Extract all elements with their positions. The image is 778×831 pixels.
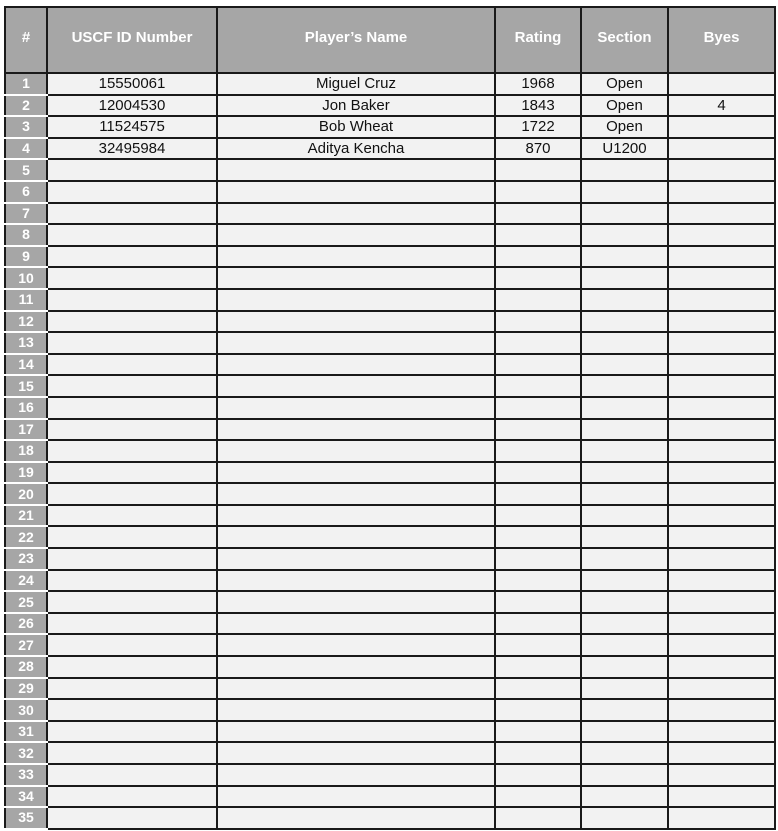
row-number-cell: 28	[5, 656, 47, 678]
byes-cell	[668, 807, 775, 829]
uscf-id-cell	[47, 742, 217, 764]
table-row	[5, 613, 775, 635]
section-cell	[581, 678, 668, 700]
uscf-id-cell	[47, 764, 217, 786]
byes-cell	[668, 764, 775, 786]
table-row	[5, 742, 775, 764]
player-name-cell	[217, 505, 495, 527]
rating-cell	[495, 807, 581, 829]
player-registration-table	[4, 6, 776, 830]
rating-cell	[495, 397, 581, 419]
uscf-id-cell	[47, 699, 217, 721]
rating-cell	[495, 181, 581, 203]
byes-cell	[668, 246, 775, 268]
table-row	[5, 764, 775, 786]
rating-cell	[495, 591, 581, 613]
byes-cell: 4	[668, 95, 775, 117]
byes-cell	[668, 721, 775, 743]
uscf-id-cell	[47, 440, 217, 462]
section-cell	[581, 246, 668, 268]
player-name-cell	[217, 224, 495, 246]
row-number-cell: 5	[5, 159, 47, 181]
uscf-id-cell	[47, 678, 217, 700]
header-section: Section	[581, 7, 668, 73]
byes-cell	[668, 656, 775, 678]
rating-cell	[495, 203, 581, 225]
player-name-cell	[217, 462, 495, 484]
player-name-cell	[217, 678, 495, 700]
header-row	[5, 7, 775, 73]
table-row	[5, 721, 775, 743]
table-row	[5, 116, 775, 138]
table-row	[5, 289, 775, 311]
player-name-cell	[217, 440, 495, 462]
row-number-cell: 2	[5, 95, 47, 117]
uscf-id-cell	[47, 354, 217, 376]
uscf-id-cell: 11524575	[47, 116, 217, 138]
byes-cell	[668, 786, 775, 808]
rating-cell	[495, 721, 581, 743]
section-cell	[581, 786, 668, 808]
row-number-cell: 6	[5, 181, 47, 203]
byes-cell	[668, 332, 775, 354]
byes-cell	[668, 224, 775, 246]
section-cell	[581, 419, 668, 441]
uscf-id-cell: 12004530	[47, 95, 217, 117]
row-number-cell: 27	[5, 634, 47, 656]
table-row	[5, 203, 775, 225]
uscf-id-cell	[47, 721, 217, 743]
row-number-cell: 24	[5, 570, 47, 592]
player-name-cell	[217, 591, 495, 613]
player-name-cell	[217, 634, 495, 656]
row-number-cell: 14	[5, 354, 47, 376]
row-number-cell: 26	[5, 613, 47, 635]
uscf-id-cell	[47, 656, 217, 678]
byes-cell	[668, 181, 775, 203]
uscf-id-cell	[47, 807, 217, 829]
uscf-id-cell	[47, 289, 217, 311]
player-name-cell	[217, 289, 495, 311]
section-cell	[581, 311, 668, 333]
rating-cell	[495, 354, 581, 376]
table-row	[5, 354, 775, 376]
byes-cell	[668, 354, 775, 376]
player-name-cell	[217, 786, 495, 808]
uscf-id-cell	[47, 181, 217, 203]
byes-cell	[668, 548, 775, 570]
row-number-cell: 9	[5, 246, 47, 268]
uscf-id-cell	[47, 246, 217, 268]
section-cell	[581, 267, 668, 289]
player-name-cell	[217, 159, 495, 181]
table-row	[5, 462, 775, 484]
section-cell	[581, 289, 668, 311]
header-rating: Rating	[495, 7, 581, 73]
uscf-id-cell	[47, 203, 217, 225]
uscf-id-cell	[47, 397, 217, 419]
table-row	[5, 246, 775, 268]
byes-cell	[668, 397, 775, 419]
uscf-id-cell: 32495984	[47, 138, 217, 160]
rating-cell	[495, 505, 581, 527]
uscf-id-cell	[47, 159, 217, 181]
table-row	[5, 267, 775, 289]
section-cell	[581, 591, 668, 613]
row-number-cell: 13	[5, 332, 47, 354]
rating-cell	[495, 332, 581, 354]
rating-cell	[495, 224, 581, 246]
byes-cell	[668, 678, 775, 700]
player-name-cell	[217, 181, 495, 203]
player-name-cell	[217, 483, 495, 505]
section-cell	[581, 181, 668, 203]
byes-cell	[668, 267, 775, 289]
row-number-cell: 34	[5, 786, 47, 808]
rating-cell	[495, 419, 581, 441]
byes-cell	[668, 138, 775, 160]
section-cell	[581, 159, 668, 181]
section-cell	[581, 548, 668, 570]
byes-cell	[668, 311, 775, 333]
rating-cell	[495, 678, 581, 700]
rating-cell: 1722	[495, 116, 581, 138]
byes-cell	[668, 73, 775, 95]
section-cell	[581, 526, 668, 548]
byes-cell	[668, 483, 775, 505]
row-number-cell: 15	[5, 375, 47, 397]
byes-cell	[668, 570, 775, 592]
row-number-cell: 22	[5, 526, 47, 548]
section-cell	[581, 699, 668, 721]
byes-cell	[668, 289, 775, 311]
table-row	[5, 159, 775, 181]
section-cell	[581, 656, 668, 678]
byes-cell	[668, 462, 775, 484]
section-cell	[581, 483, 668, 505]
rating-cell	[495, 483, 581, 505]
row-number-cell: 23	[5, 548, 47, 570]
table-row	[5, 73, 775, 95]
row-number-cell: 30	[5, 699, 47, 721]
table-row	[5, 311, 775, 333]
player-name-cell	[217, 397, 495, 419]
rating-cell	[495, 267, 581, 289]
table-row	[5, 634, 775, 656]
table-row	[5, 397, 775, 419]
rating-cell	[495, 548, 581, 570]
row-number-cell: 32	[5, 742, 47, 764]
rating-cell	[495, 656, 581, 678]
row-number-cell: 33	[5, 764, 47, 786]
section-cell	[581, 397, 668, 419]
row-number-cell: 12	[5, 311, 47, 333]
byes-cell	[668, 634, 775, 656]
player-name-cell	[217, 375, 495, 397]
rating-cell	[495, 289, 581, 311]
uscf-id-cell	[47, 267, 217, 289]
table-row	[5, 807, 775, 829]
section-cell: U1200	[581, 138, 668, 160]
byes-cell	[668, 116, 775, 138]
table-row	[5, 224, 775, 246]
byes-cell	[668, 591, 775, 613]
section-cell	[581, 203, 668, 225]
row-number-cell: 19	[5, 462, 47, 484]
row-number-cell: 31	[5, 721, 47, 743]
uscf-id-cell	[47, 462, 217, 484]
row-number-cell: 21	[5, 505, 47, 527]
row-number-cell: 7	[5, 203, 47, 225]
player-name-cell: Miguel Cruz	[217, 73, 495, 95]
table-row	[5, 526, 775, 548]
byes-cell	[668, 613, 775, 635]
row-number-cell: 3	[5, 116, 47, 138]
section-cell	[581, 570, 668, 592]
player-name-cell	[217, 203, 495, 225]
player-name-cell	[217, 332, 495, 354]
section-cell	[581, 224, 668, 246]
byes-cell	[668, 526, 775, 548]
table-row	[5, 505, 775, 527]
player-name-cell	[217, 656, 495, 678]
uscf-id-cell	[47, 224, 217, 246]
uscf-id-cell	[47, 505, 217, 527]
rating-cell	[495, 246, 581, 268]
row-number-cell: 29	[5, 678, 47, 700]
row-number-cell: 18	[5, 440, 47, 462]
section-cell	[581, 721, 668, 743]
player-name-cell	[217, 267, 495, 289]
rating-cell: 1968	[495, 73, 581, 95]
row-number-cell: 11	[5, 289, 47, 311]
player-name-cell: Aditya Kencha	[217, 138, 495, 160]
rating-cell	[495, 440, 581, 462]
byes-cell	[668, 375, 775, 397]
row-number-cell: 25	[5, 591, 47, 613]
player-name-cell	[217, 311, 495, 333]
section-cell	[581, 505, 668, 527]
player-name-cell	[217, 354, 495, 376]
rating-cell	[495, 613, 581, 635]
rating-cell	[495, 786, 581, 808]
uscf-id-cell	[47, 419, 217, 441]
uscf-id-cell	[47, 634, 217, 656]
table-row	[5, 678, 775, 700]
table-row	[5, 656, 775, 678]
player-name-cell	[217, 526, 495, 548]
section-cell: Open	[581, 73, 668, 95]
byes-cell	[668, 203, 775, 225]
table-row	[5, 591, 775, 613]
byes-cell	[668, 505, 775, 527]
player-name-cell	[217, 613, 495, 635]
table-row	[5, 699, 775, 721]
section-cell	[581, 764, 668, 786]
uscf-id-cell	[47, 311, 217, 333]
uscf-id-cell	[47, 613, 217, 635]
section-cell: Open	[581, 116, 668, 138]
player-name-cell	[217, 742, 495, 764]
player-name-cell	[217, 721, 495, 743]
header-player-name: Player’s Name	[217, 7, 495, 73]
table-row	[5, 375, 775, 397]
rating-cell	[495, 742, 581, 764]
header-uscf-id: USCF ID Number	[47, 7, 217, 73]
row-number-cell: 1	[5, 73, 47, 95]
row-number-cell: 16	[5, 397, 47, 419]
uscf-id-cell	[47, 375, 217, 397]
section-cell	[581, 462, 668, 484]
table-row	[5, 548, 775, 570]
rating-cell	[495, 159, 581, 181]
section-cell	[581, 613, 668, 635]
table-row	[5, 570, 775, 592]
section-cell	[581, 332, 668, 354]
table-row	[5, 181, 775, 203]
uscf-id-cell: 15550061	[47, 73, 217, 95]
row-number-cell: 4	[5, 138, 47, 160]
uscf-id-cell	[47, 570, 217, 592]
player-name-cell	[217, 246, 495, 268]
section-cell	[581, 375, 668, 397]
section-cell	[581, 354, 668, 376]
uscf-id-cell	[47, 332, 217, 354]
player-name-cell: Bob Wheat	[217, 116, 495, 138]
uscf-id-cell	[47, 591, 217, 613]
rating-cell	[495, 375, 581, 397]
table-row	[5, 95, 775, 117]
section-cell: Open	[581, 95, 668, 117]
player-name-cell	[217, 570, 495, 592]
rating-cell	[495, 570, 581, 592]
uscf-id-cell	[47, 548, 217, 570]
player-name-cell	[217, 419, 495, 441]
rating-cell: 870	[495, 138, 581, 160]
row-number-cell: 35	[5, 807, 47, 829]
rating-cell: 1843	[495, 95, 581, 117]
rating-cell	[495, 764, 581, 786]
player-name-cell: Jon Baker	[217, 95, 495, 117]
player-name-cell	[217, 548, 495, 570]
player-name-cell	[217, 699, 495, 721]
section-cell	[581, 440, 668, 462]
player-name-cell	[217, 807, 495, 829]
table-row	[5, 332, 775, 354]
section-cell	[581, 634, 668, 656]
row-number-cell: 8	[5, 224, 47, 246]
section-cell	[581, 807, 668, 829]
table-row	[5, 483, 775, 505]
row-number-cell: 17	[5, 419, 47, 441]
byes-cell	[668, 159, 775, 181]
section-cell	[581, 742, 668, 764]
uscf-id-cell	[47, 786, 217, 808]
byes-cell	[668, 742, 775, 764]
header-number: #	[5, 7, 47, 73]
row-number-cell: 20	[5, 483, 47, 505]
table-row	[5, 138, 775, 160]
table-row	[5, 786, 775, 808]
rating-cell	[495, 526, 581, 548]
uscf-id-cell	[47, 526, 217, 548]
byes-cell	[668, 699, 775, 721]
byes-cell	[668, 440, 775, 462]
uscf-id-cell	[47, 483, 217, 505]
player-name-cell	[217, 764, 495, 786]
byes-cell	[668, 419, 775, 441]
header-byes: Byes	[668, 7, 775, 73]
table-row	[5, 419, 775, 441]
row-number-cell: 10	[5, 267, 47, 289]
table-row	[5, 440, 775, 462]
rating-cell	[495, 462, 581, 484]
rating-cell	[495, 634, 581, 656]
rating-cell	[495, 311, 581, 333]
rating-cell	[495, 699, 581, 721]
